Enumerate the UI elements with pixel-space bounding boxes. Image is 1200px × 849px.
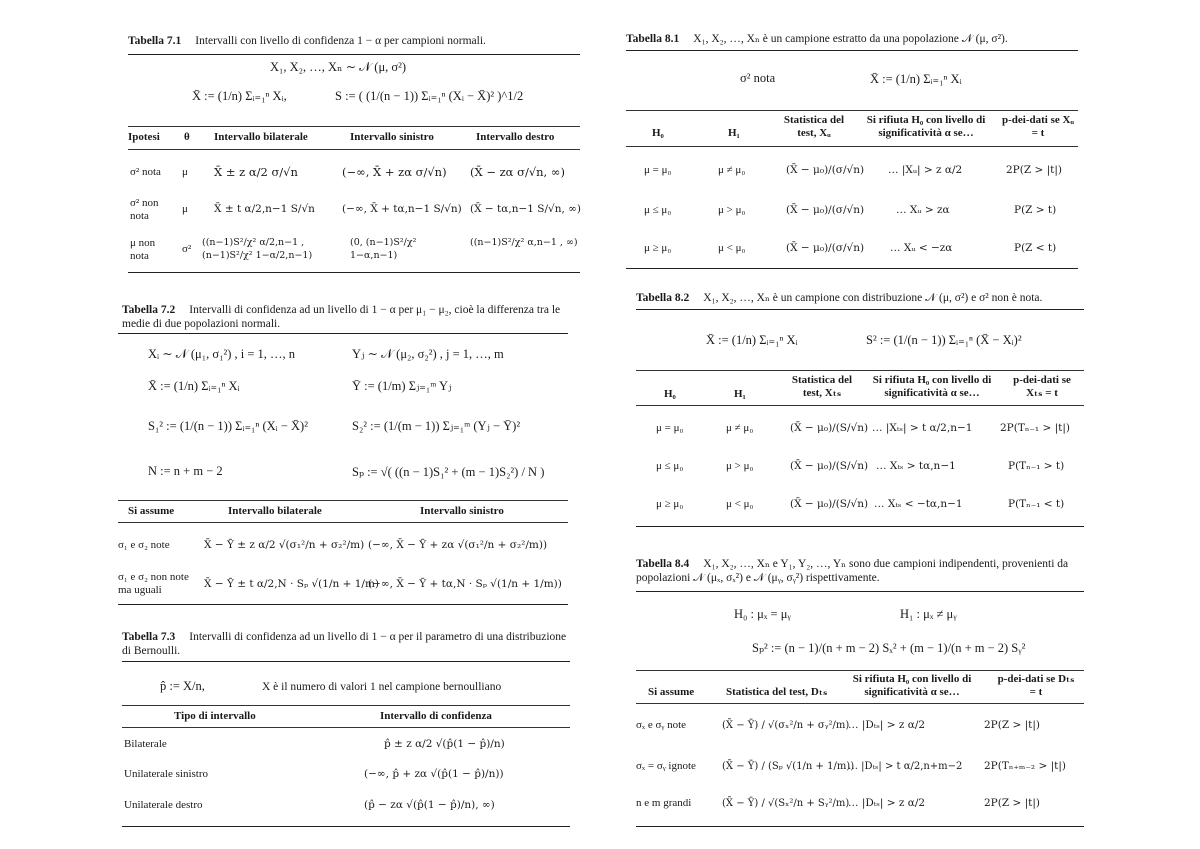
row-label: σ₁ e σ₂ note	[118, 539, 170, 551]
sp-definition: Sₚ := √( ((n − 1)S₁² + (m − 1)S₂²) / N )	[352, 465, 545, 479]
col-header: Intervallo bilaterale	[214, 131, 308, 143]
x-mean: X̄ := (1/n) Σᵢ₌₁ⁿ Xᵢ	[148, 379, 240, 393]
top-rule	[118, 333, 568, 334]
interval-bilateral: X̄ − Ȳ ± z α/2 √(σ₁²/n + σ₂²/m)	[204, 539, 365, 551]
row-label: σ² nota	[130, 166, 161, 178]
h0-cell: μ ≤ μ₀	[656, 460, 684, 472]
table-7-1-caption: Tabella 7.1 Intervalli con livello di confidenza 1 − α per campioni normali.	[128, 35, 486, 47]
h1-cell: μ ≠ μ₀	[726, 422, 754, 434]
interval-bilateral: X̄ − Ȳ ± t α/2,N · Sₚ √(1/n + 1/m)	[204, 578, 379, 590]
interval-right: (X̄ − tα,n−1 S/√n, ∞)	[470, 203, 581, 215]
col-header: H₁	[728, 127, 740, 139]
table-8-2-caption: Tabella 8.2 X₁, X₂, …, Xₙ è un campione con distribuzione 𝒩 (μ, σ²) e σ² non è nota.	[636, 292, 1043, 304]
rejection-rule: … |Xᵤ| > z α/2	[888, 164, 963, 176]
rejection-rule: … Xᵤ < −zα	[890, 242, 953, 254]
interval-left: (−∞, X̄ + tα,n−1 S/√n)	[342, 203, 462, 215]
test-statistic: (X̄ − Ȳ) / (Sₚ √(1/n + 1/m))	[722, 761, 855, 772]
header-rule-top	[118, 500, 568, 501]
header-rule-bottom	[636, 405, 1084, 406]
p-value: P(Tₙ₋₁ < t)	[1008, 498, 1065, 510]
h0-cell: μ ≤ μ₀	[644, 204, 672, 216]
null-hypothesis: H₀ : μₓ = μᵧ	[734, 607, 791, 621]
h0-cell: μ = μ₀	[644, 164, 672, 176]
header-rule-bottom	[122, 727, 570, 728]
h1-cell: μ > μ₀	[718, 204, 746, 216]
test-statistic: (X̄ − Ȳ) / √(σₓ²/n + σᵧ²/m)	[722, 720, 850, 731]
row-label: σ² non nota	[130, 197, 159, 222]
col-header: H₀	[664, 388, 676, 400]
n-definition: N := n + m − 2	[148, 464, 223, 478]
h0-cell: μ = μ₀	[656, 422, 684, 434]
col-header: Intervallo sinistro	[350, 131, 434, 143]
y-mean: Ȳ := (1/m) Σⱼ₌₁ᵐ Yⱼ	[352, 379, 452, 393]
row-label: σₓ e σᵧ note	[636, 719, 687, 731]
col-header: Statistica del test, Xᵤ	[783, 114, 845, 139]
x-distribution: Xᵢ ∼ 𝒩 (μ₁, σ₁²) , i = 1, …, n	[148, 347, 296, 361]
p-value: P(Z < t)	[1014, 242, 1057, 254]
header-rule-bottom	[636, 703, 1084, 704]
rejection-rule: … Xₜₛ > tα,n−1	[876, 460, 956, 472]
header-rule-bottom	[128, 149, 580, 150]
col-header: Statistica del test, Xₜₛ	[791, 374, 853, 399]
interval-value: (p̂ − zα √(p̂(1 − p̂)/n), ∞)	[364, 799, 495, 811]
rejection-rule: … |Dₜₛ| > t α/2,n+m−2	[848, 761, 963, 772]
bottom-rule	[636, 526, 1084, 527]
variance-definition: S² := (1/(n − 1)) Σᵢ₌₁ⁿ (X̄ − Xᵢ)²	[866, 333, 1022, 347]
col-header: Tipo di intervallo	[174, 710, 256, 722]
table-7-3-caption: Tabella 7.3 Intervalli di confidenza ad un livello di 1 − α per il parametro di una distribuzione di Bernoulli.	[122, 631, 567, 657]
interval-value: p̂ ± z α/2 √(p̂(1 − p̂)/n)	[384, 738, 505, 750]
row-param: μ	[182, 166, 188, 178]
row-label: μ non nota	[130, 237, 156, 262]
test-statistic: (X̄ − μ₀)/(S/√n)	[790, 422, 869, 434]
header-rule-top	[636, 370, 1084, 371]
bottom-rule	[118, 604, 568, 605]
mean-definition: X̄ := (1/n) Σᵢ₌₁ⁿ Xᵢ,	[192, 89, 287, 103]
row-param: σ²	[182, 243, 192, 255]
row-label: σₓ = σᵧ ignote	[636, 760, 696, 772]
table-7-2-caption: Tabella 7.2 Intervalli di confidenza ad un livello di 1 − α per μ₁ − μ₂, cioè la differenza tra le medie di due popolazioni normali.	[122, 304, 561, 330]
header-rule-bottom	[118, 522, 568, 523]
test-statistic: (X̄ − μ₀)/(S/√n)	[790, 460, 869, 472]
h0-cell: μ ≥ μ₀	[656, 498, 684, 510]
pooled-variance: Sₚ² := (n − 1)/(n + m − 2) Sₓ² + (m − 1)/(n + m − 2) Sᵧ²	[752, 641, 1026, 655]
rejection-rule: … Xₜₛ < −tα,n−1	[874, 498, 963, 510]
p-hat-note: X è il numero di valori 1 nel campione bernoulliano	[262, 681, 502, 693]
top-rule	[636, 591, 1084, 592]
table-8-4-caption: Tabella 8.4 X₁, X₂, …, Xₙ e Y₁, Y₂, …, Yₙ sono due campioni indipendenti, provenienti da popolazioni 𝒩 (μₓ, σₓ²) e 𝒩 (μᵧ, σᵧ²) rispettivamente.	[636, 558, 1069, 584]
p-value: 2P(Tₙ₊ₘ₋₂ > |t|)	[984, 760, 1066, 772]
bottom-rule	[626, 268, 1078, 269]
col-header: Intervallo bilaterale	[228, 505, 322, 517]
row-label: Unilaterale destro	[124, 799, 203, 811]
col-header: Statistica del test, Dₜₛ	[726, 686, 828, 698]
rejection-rule: … Xᵤ > zα	[896, 204, 950, 216]
test-statistic: (X̄ − μ₀)/(σ/√n)	[786, 242, 865, 254]
rejection-rule: … |Xₜₛ| > t α/2,n−1	[872, 422, 973, 434]
h1-cell: μ < μ₀	[718, 242, 746, 254]
col-header: Si assume	[648, 686, 695, 698]
col-header: Intervallo sinistro	[420, 505, 504, 517]
col-header: Si rifiuta H₀ con livello di significatività α se…	[872, 374, 992, 399]
top-rule	[128, 54, 580, 55]
col-header: θ	[184, 131, 190, 143]
top-rule	[626, 50, 1078, 51]
mean-definition: X̄ := (1/n) Σᵢ₌₁ⁿ Xᵢ	[706, 333, 798, 347]
y-distribution: Yⱼ ∼ 𝒩 (μ₂, σ₂²) , j = 1, …, m	[352, 347, 504, 361]
alt-hypothesis: H₁ : μₓ ≠ μᵧ	[900, 607, 957, 621]
row-label: Unilaterale sinistro	[124, 768, 209, 780]
col-header: Si assume	[128, 505, 175, 517]
row-label: σ₁ e σ₂ non note ma uguali	[118, 571, 189, 596]
col-header: Si rifiuta H₀ con livello di significatività α se…	[866, 114, 986, 139]
header-rule-top	[128, 126, 580, 127]
p-value: P(Tₙ₋₁ > t)	[1008, 460, 1065, 472]
interval-left: (−∞, X̄ + zα σ/√n)	[342, 165, 447, 179]
test-statistic: (X̄ − Ȳ) / √(Sₓ²/n + Sᵧ²/m)	[722, 798, 850, 809]
bottom-rule	[636, 826, 1084, 827]
interval-left: (0, (n−1)S²/χ² 1−α,n−1)	[350, 237, 417, 261]
interval-bilateral: X̄ ± t α/2,n−1 S/√n	[214, 203, 315, 215]
table-8-1-caption: Tabella 8.1 X₁, X₂, …, Xₙ è un campione estratto da una popolazione 𝒩 (μ, σ²).	[626, 33, 1008, 45]
col-header: p-dei-dati se Xᵤ = t	[1001, 114, 1075, 139]
sigma-known: σ² nota	[740, 71, 776, 85]
header-rule-top	[636, 670, 1084, 671]
bottom-rule	[128, 272, 580, 273]
s1-definition: S₁² := (1/(n − 1)) Σᵢ₌₁ⁿ (Xᵢ − X̄)²	[148, 419, 308, 433]
p-value: 2P(Tₙ₋₁ > |t|)	[1000, 422, 1071, 434]
test-statistic: (X̄ − μ₀)/(σ/√n)	[786, 164, 865, 176]
col-header: Intervallo destro	[476, 131, 555, 143]
h1-cell: μ > μ₀	[726, 460, 754, 472]
test-statistic: (X̄ − μ₀)/(σ/√n)	[786, 204, 865, 216]
interval-left: (−∞, X̄ − Ȳ + zα √(σ₁²/n + σ₂²/m))	[368, 539, 548, 551]
interval-value: (−∞, p̂ + zα √(p̂(1 − p̂)/n))	[364, 768, 504, 780]
s2-definition: S₂² := (1/(m − 1)) Σⱼ₌₁ᵐ (Yⱼ − Ȳ)²	[352, 419, 521, 433]
h0-cell: μ ≥ μ₀	[644, 242, 672, 254]
interval-left: (−∞, X̄ − Ȳ + tα,N · Sₚ √(1/n + 1/m))	[368, 578, 562, 590]
model-definition: X₁, X₂, …, Xₙ ∼ 𝒩 (μ, σ²)	[270, 60, 407, 74]
h1-cell: μ < μ₀	[726, 498, 754, 510]
rejection-rule: … |Dₜₛ| > z α/2	[848, 719, 926, 731]
bottom-rule	[122, 826, 570, 827]
header-rule-bottom	[626, 146, 1078, 147]
h1-cell: μ ≠ μ₀	[718, 164, 746, 176]
col-header: Si rifiuta H₀ con livello di significatività α se…	[852, 673, 972, 698]
p-value: 2P(Z > |t|)	[984, 797, 1041, 809]
interval-bilateral: X̄ ± z α/2 σ/√n	[214, 165, 298, 179]
header-rule-top	[626, 110, 1078, 111]
interval-right: (X̄ − zα σ/√n, ∞)	[470, 165, 565, 179]
p-hat-definition: p̂ := X/n,	[160, 679, 205, 693]
header-rule-top	[122, 705, 570, 706]
sd-definition: S := ( (1/(n − 1)) Σᵢ₌₁ⁿ (Xᵢ − X̄)² )^1/2	[335, 89, 524, 103]
row-label: n e m grandi	[636, 797, 692, 809]
p-value: 2P(Z > |t|)	[984, 719, 1041, 731]
col-header: Ipotesi	[128, 131, 160, 143]
interval-bilateral: ((n−1)S²/χ² α/2,n−1 , (n−1)S²/χ² 1−α/2,n−1)	[202, 237, 313, 261]
top-rule	[636, 309, 1084, 310]
interval-right: ((n−1)S²/χ² α,n−1 , ∞)	[470, 237, 578, 248]
row-label: Bilaterale	[124, 738, 167, 750]
top-rule	[122, 661, 570, 662]
col-header: H₁	[734, 388, 746, 400]
p-value: 2P(Z > |t|)	[1006, 164, 1063, 176]
col-header: p-dei-dati se Dₜₛ = t	[997, 673, 1075, 698]
col-header: Intervallo di confidenza	[380, 710, 492, 722]
mean-definition: X̄ := (1/n) Σᵢ₌₁ⁿ Xᵢ	[870, 72, 962, 86]
row-param: μ	[182, 203, 188, 215]
rejection-rule: … |Dₜₛ| > z α/2	[848, 797, 926, 809]
p-value: P(Z > t)	[1014, 204, 1057, 216]
col-header: p-dei-dati se Xₜₛ = t	[1013, 374, 1071, 399]
col-header: H₀	[652, 127, 664, 139]
test-statistic: (X̄ − μ₀)/(S/√n)	[790, 498, 869, 510]
